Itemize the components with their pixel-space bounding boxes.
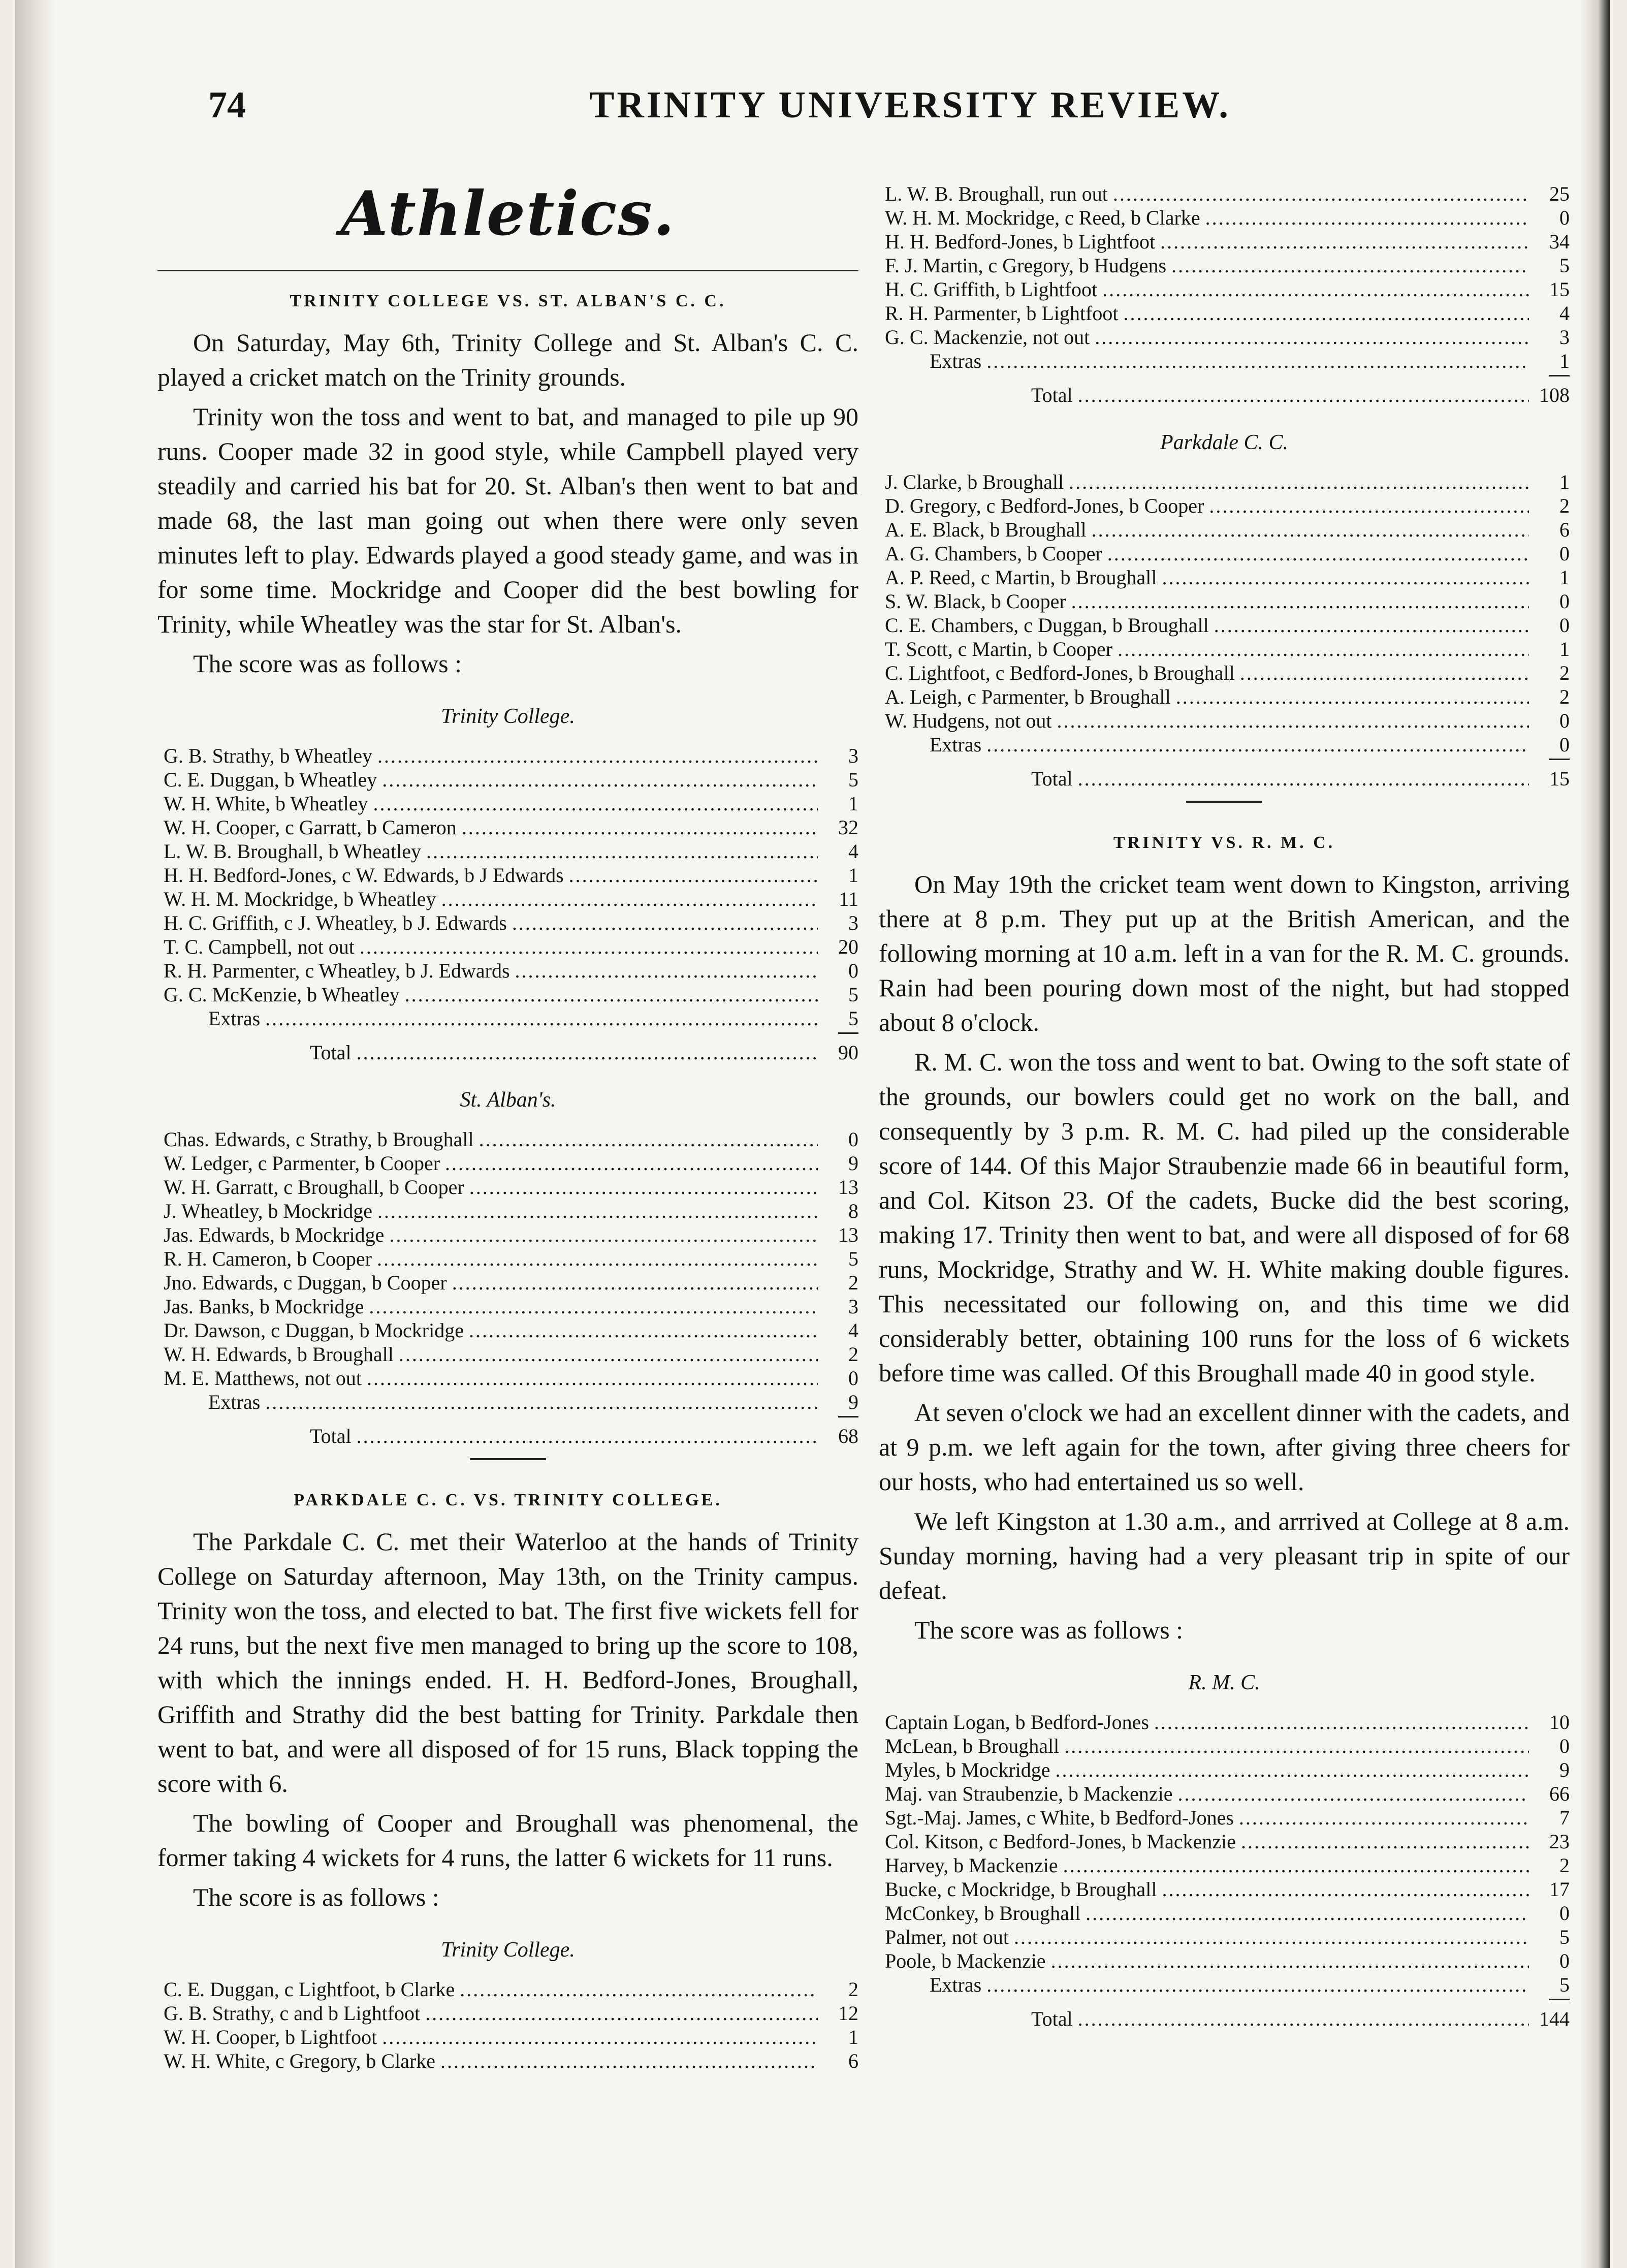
score-row: Palmer, not out ..... 5 <box>879 1925 1570 1949</box>
score-row: Jas. Banks, b Mockridge ..... 3 <box>157 1295 858 1318</box>
scorecard <box>157 1127 858 1448</box>
score-row: A. E. Black, b Broughall ..... 6 <box>879 518 1570 542</box>
total-row: Total ..... 144 <box>879 2007 1570 2031</box>
score-row: G. C. Mackenzie, not out ..... 3 <box>879 325 1570 349</box>
score-row: H. C. Griffith, b Lightfoot ..... 15 <box>879 277 1570 301</box>
score-row: F. J. Martin, c Gregory, b Hudgens ..... 5 <box>879 254 1570 277</box>
score-row: W. H. Cooper, b Lightfoot ..... 1 <box>157 2025 858 2049</box>
extras-row: Extras ..... 5 <box>157 1006 858 1030</box>
score-row: Bucke, c Mockridge, b Broughall ..... 17 <box>879 1877 1570 1901</box>
scorecard <box>879 470 1570 791</box>
score-row: W. H. White, b Wheatley ..... 1 <box>157 792 858 815</box>
score-row: Jno. Edwards, c Duggan, b Cooper ..... 2 <box>157 1271 858 1295</box>
score-row: Col. Kitson, c Bedford-Jones, b Mackenzie ..... 23 <box>879 1830 1570 1853</box>
score-row: Harvey, b Mackenzie ..... 2 <box>879 1853 1570 1877</box>
left-column <box>157 152 858 2073</box>
scorecard <box>879 182 1570 407</box>
score-row: W. Hudgens, not out ..... 0 <box>879 709 1570 733</box>
total-row: Total ..... 108 <box>879 383 1570 407</box>
total-row: Total ..... 90 <box>157 1041 858 1064</box>
score-row: C. E. Duggan, b Wheatley ..... 5 <box>157 768 858 792</box>
score-row: A. Leigh, c Parmenter, b Broughall ..... 2 <box>879 685 1570 709</box>
score-row: A. G. Chambers, b Cooper ..... 0 <box>879 542 1570 565</box>
score-row: Poole, b Mackenzie ..... 0 <box>879 1949 1570 1973</box>
score-row: W. H. Edwards, b Broughall ..... 2 <box>157 1342 858 1366</box>
score-row: G. C. McKenzie, b Wheatley ..... 5 <box>157 983 858 1006</box>
publication-title: TRINITY UNIVERSITY REVIEW. <box>589 84 1231 126</box>
scorecard <box>879 1710 1570 2031</box>
score-row: R. H. Cameron, b Cooper ..... 5 <box>157 1247 858 1271</box>
team-heading: Trinity College. <box>441 1938 575 1962</box>
section-title: Athletics. <box>340 178 676 249</box>
score-row: J. Wheatley, b Mockridge ..... 8 <box>157 1199 858 1223</box>
score-row: W. H. Cooper, c Garratt, b Cameron ..... 32 <box>157 815 858 839</box>
score-row: C. E. Chambers, c Duggan, b Broughall ..... 0 <box>879 613 1570 637</box>
score-row: H. C. Griffith, c J. Wheatley, b J. Edwards ..... 3 <box>157 911 858 935</box>
score-row: W. H. M. Mockridge, b Wheatley ..... 11 <box>157 887 858 911</box>
team-heading: Trinity College. <box>441 705 575 728</box>
match2-paragraph: The score is as follows : <box>193 1883 439 1911</box>
score-row: W. H. Garratt, c Broughall, b Cooper ..... 13 <box>157 1175 858 1199</box>
score-row: W. Ledger, c Parmenter, b Cooper ..... 9 <box>157 1151 858 1175</box>
match2-paragraph: The bowling of Cooper and Broughall was phenomenal, the former taking 4 wickets for 4 runs, the latter 6 wickets for 11 runs. <box>157 1809 858 1872</box>
score-row: R. H. Parmenter, c Wheatley, b J. Edwards ..... 0 <box>157 959 858 983</box>
score-row: H. H. Bedford-Jones, c W. Edwards, b J Edwards ..... 1 <box>157 863 858 887</box>
score-row: Myles, b Mockridge ..... 9 <box>879 1758 1570 1782</box>
team-heading: Parkdale C. C. <box>1160 431 1288 454</box>
score-row: C. Lightfoot, c Bedford-Jones, b Broughall ..... 2 <box>879 661 1570 685</box>
score-row: W. H. White, c Gregory, b Clarke ..... 6 <box>157 2049 858 2073</box>
score-row: J. Clarke, b Broughall ..... 1 <box>879 470 1570 494</box>
score-row: H. H. Bedford-Jones, b Lightfoot ..... 34 <box>879 230 1570 254</box>
extras-row: Extras ..... 0 <box>879 733 1570 757</box>
section-divider <box>470 1458 546 1460</box>
score-row: A. P. Reed, c Martin, b Broughall ..... 1 <box>879 565 1570 589</box>
match2-heading: PARKDALE C. C. VS. TRINITY COLLEGE. <box>294 1491 722 1509</box>
total-row: Total ..... 68 <box>157 1424 858 1448</box>
score-row: G. B. Strathy, b Wheatley ..... 3 <box>157 744 858 768</box>
match1-paragraph: On Saturday, May 6th, Trinity College and St. Alban's C. C. played a cricket match on the Trinity grounds. <box>157 328 858 391</box>
match2-paragraph: The Parkdale C. C. met their Waterloo at the hands of Trinity College on Saturday afternoon, May 13th, on the Trinity campus. Trinity won the toss, and elected to bat. The first five wickets fell for 24 runs, but the next five men managed to bring up the score to 108, with which the innings ended. H. H. Bedford-Jones, Broughall, Griffith and Strathy did the best batting for Trinity. Parkdale then went to bat, and were all disposed of for 15 runs, Black topping the score with 6. <box>157 1527 858 1798</box>
score-row: Chas. Edwards, c Strathy, b Broughall ..... 0 <box>157 1127 858 1151</box>
extras-row: Extras ..... 1 <box>879 349 1570 373</box>
total-row: Total ..... 15 <box>879 767 1570 791</box>
team-heading: St. Alban's. <box>460 1088 556 1112</box>
page <box>15 0 1610 2268</box>
score-row: Jas. Edwards, b Mockridge ..... 13 <box>157 1223 858 1247</box>
scorecard <box>157 1977 858 2073</box>
match3-paragraph: On May 19th the cricket team went down to Kingston, arriving there at 8 p.m. They put up at the British American, and the following morning at 10 a.m. left in a van for the R. M. C. grounds. Rain had been pouring down most of the night, but had stopped about 8 o'clock. <box>879 870 1570 1036</box>
score-row: D. Gregory, c Bedford-Jones, b Cooper ..... 2 <box>879 494 1570 518</box>
score-row: M. E. Matthews, not out ..... 0 <box>157 1366 858 1390</box>
extras-row: Extras ..... 9 <box>157 1390 858 1414</box>
right-column <box>879 152 1570 2031</box>
score-row: W. H. M. Mockridge, c Reed, b Clarke ..... 0 <box>879 206 1570 230</box>
match3-paragraph: At seven o'clock we had an excellent dinner with the cadets, and at 9 p.m. we left again for the town, after giving three cheers for our hosts, who had entertained us so well. <box>879 1398 1570 1496</box>
extras-row: Extras ..... 5 <box>879 1973 1570 1997</box>
score-row: T. Scott, c Martin, b Cooper ..... 1 <box>879 637 1570 661</box>
scorecard <box>157 744 858 1064</box>
score-row: S. W. Black, b Cooper ..... 0 <box>879 589 1570 613</box>
match1-paragraph: The score was as follows : <box>193 649 462 678</box>
team-heading: R. M. C. <box>1188 1671 1260 1694</box>
match3-paragraph: We left Kingston at 1.30 a.m., and arrrived at College at 8 a.m. Sunday morning, having had a very pleasant trip in spite of our defeat. <box>879 1507 1570 1604</box>
section-divider <box>1186 801 1262 803</box>
score-row: C. E. Duggan, c Lightfoot, b Clarke ..... 2 <box>157 1977 858 2001</box>
match3-paragraph: R. M. C. won the toss and went to bat. Owing to the soft state of the grounds, our bowlers could get no work on the ball, and consequently by 3 p.m. R. M. C. had piled up the considerable score of 144. Of this Major Straubenzie made 66 in beautiful form, and Col. Kitson 23. Of the cadets, Bucke did the best scoring, making 17. Trinity then went to bat, and were all disposed of for 68 runs, Mockridge, Strathy and W. H. White making double figures. This necessitated our following on, and this time we did considerably better, obtaining 100 runs for the loss of 6 wickets before time was called. Of this Broughall made 40 in good style. <box>879 1048 1570 1387</box>
score-row: Captain Logan, b Bedford-Jones ..... 10 <box>879 1710 1570 1734</box>
page-edge-shadow <box>1580 0 1610 2268</box>
score-row: R. H. Parmenter, b Lightfoot ..... 4 <box>879 301 1570 325</box>
score-row: McConkey, b Broughall ..... 0 <box>879 1901 1570 1925</box>
match1-heading: TRINITY COLLEGE VS. ST. ALBAN'S C. C. <box>290 292 726 310</box>
score-row: T. C. Campbell, not out ..... 20 <box>157 935 858 959</box>
running-header <box>208 84 1580 135</box>
score-row: McLean, b Broughall ..... 0 <box>879 1734 1570 1758</box>
binding-shadow <box>15 0 56 2268</box>
match1-paragraph: Trinity won the toss and went to bat, and managed to pile up 90 runs. Cooper made 32 in good style, while Campbell played very steadily and carried his bat for 20. St. Alban's then went to bat and made 68, the last man going out when there were only seven minutes left to play. Edwards played a good steady game, and was in for some time. Mockridge and Cooper did the best bowling for Trinity, while Wheatley was the star for St. Alban's. <box>157 402 858 638</box>
score-row: L. W. B. Broughall, run out ..... 25 <box>879 182 1570 206</box>
score-row: Maj. van Straubenzie, b Mackenzie ..... 66 <box>879 1782 1570 1806</box>
page-number: 74 <box>208 84 246 126</box>
score-row: G. B. Strathy, c and b Lightfoot ..... 12 <box>157 2001 858 2025</box>
match3-paragraph: The score was as follows : <box>914 1616 1184 1644</box>
score-row: L. W. B. Broughall, b Wheatley ..... 4 <box>157 839 858 863</box>
score-row: Sgt.-Maj. James, c White, b Bedford-Jones ..... 7 <box>879 1806 1570 1830</box>
title-rule <box>157 270 858 271</box>
score-row: Dr. Dawson, c Duggan, b Mockridge ..... 4 <box>157 1318 858 1342</box>
match3-heading: TRINITY VS. R. M. C. <box>1113 833 1335 852</box>
